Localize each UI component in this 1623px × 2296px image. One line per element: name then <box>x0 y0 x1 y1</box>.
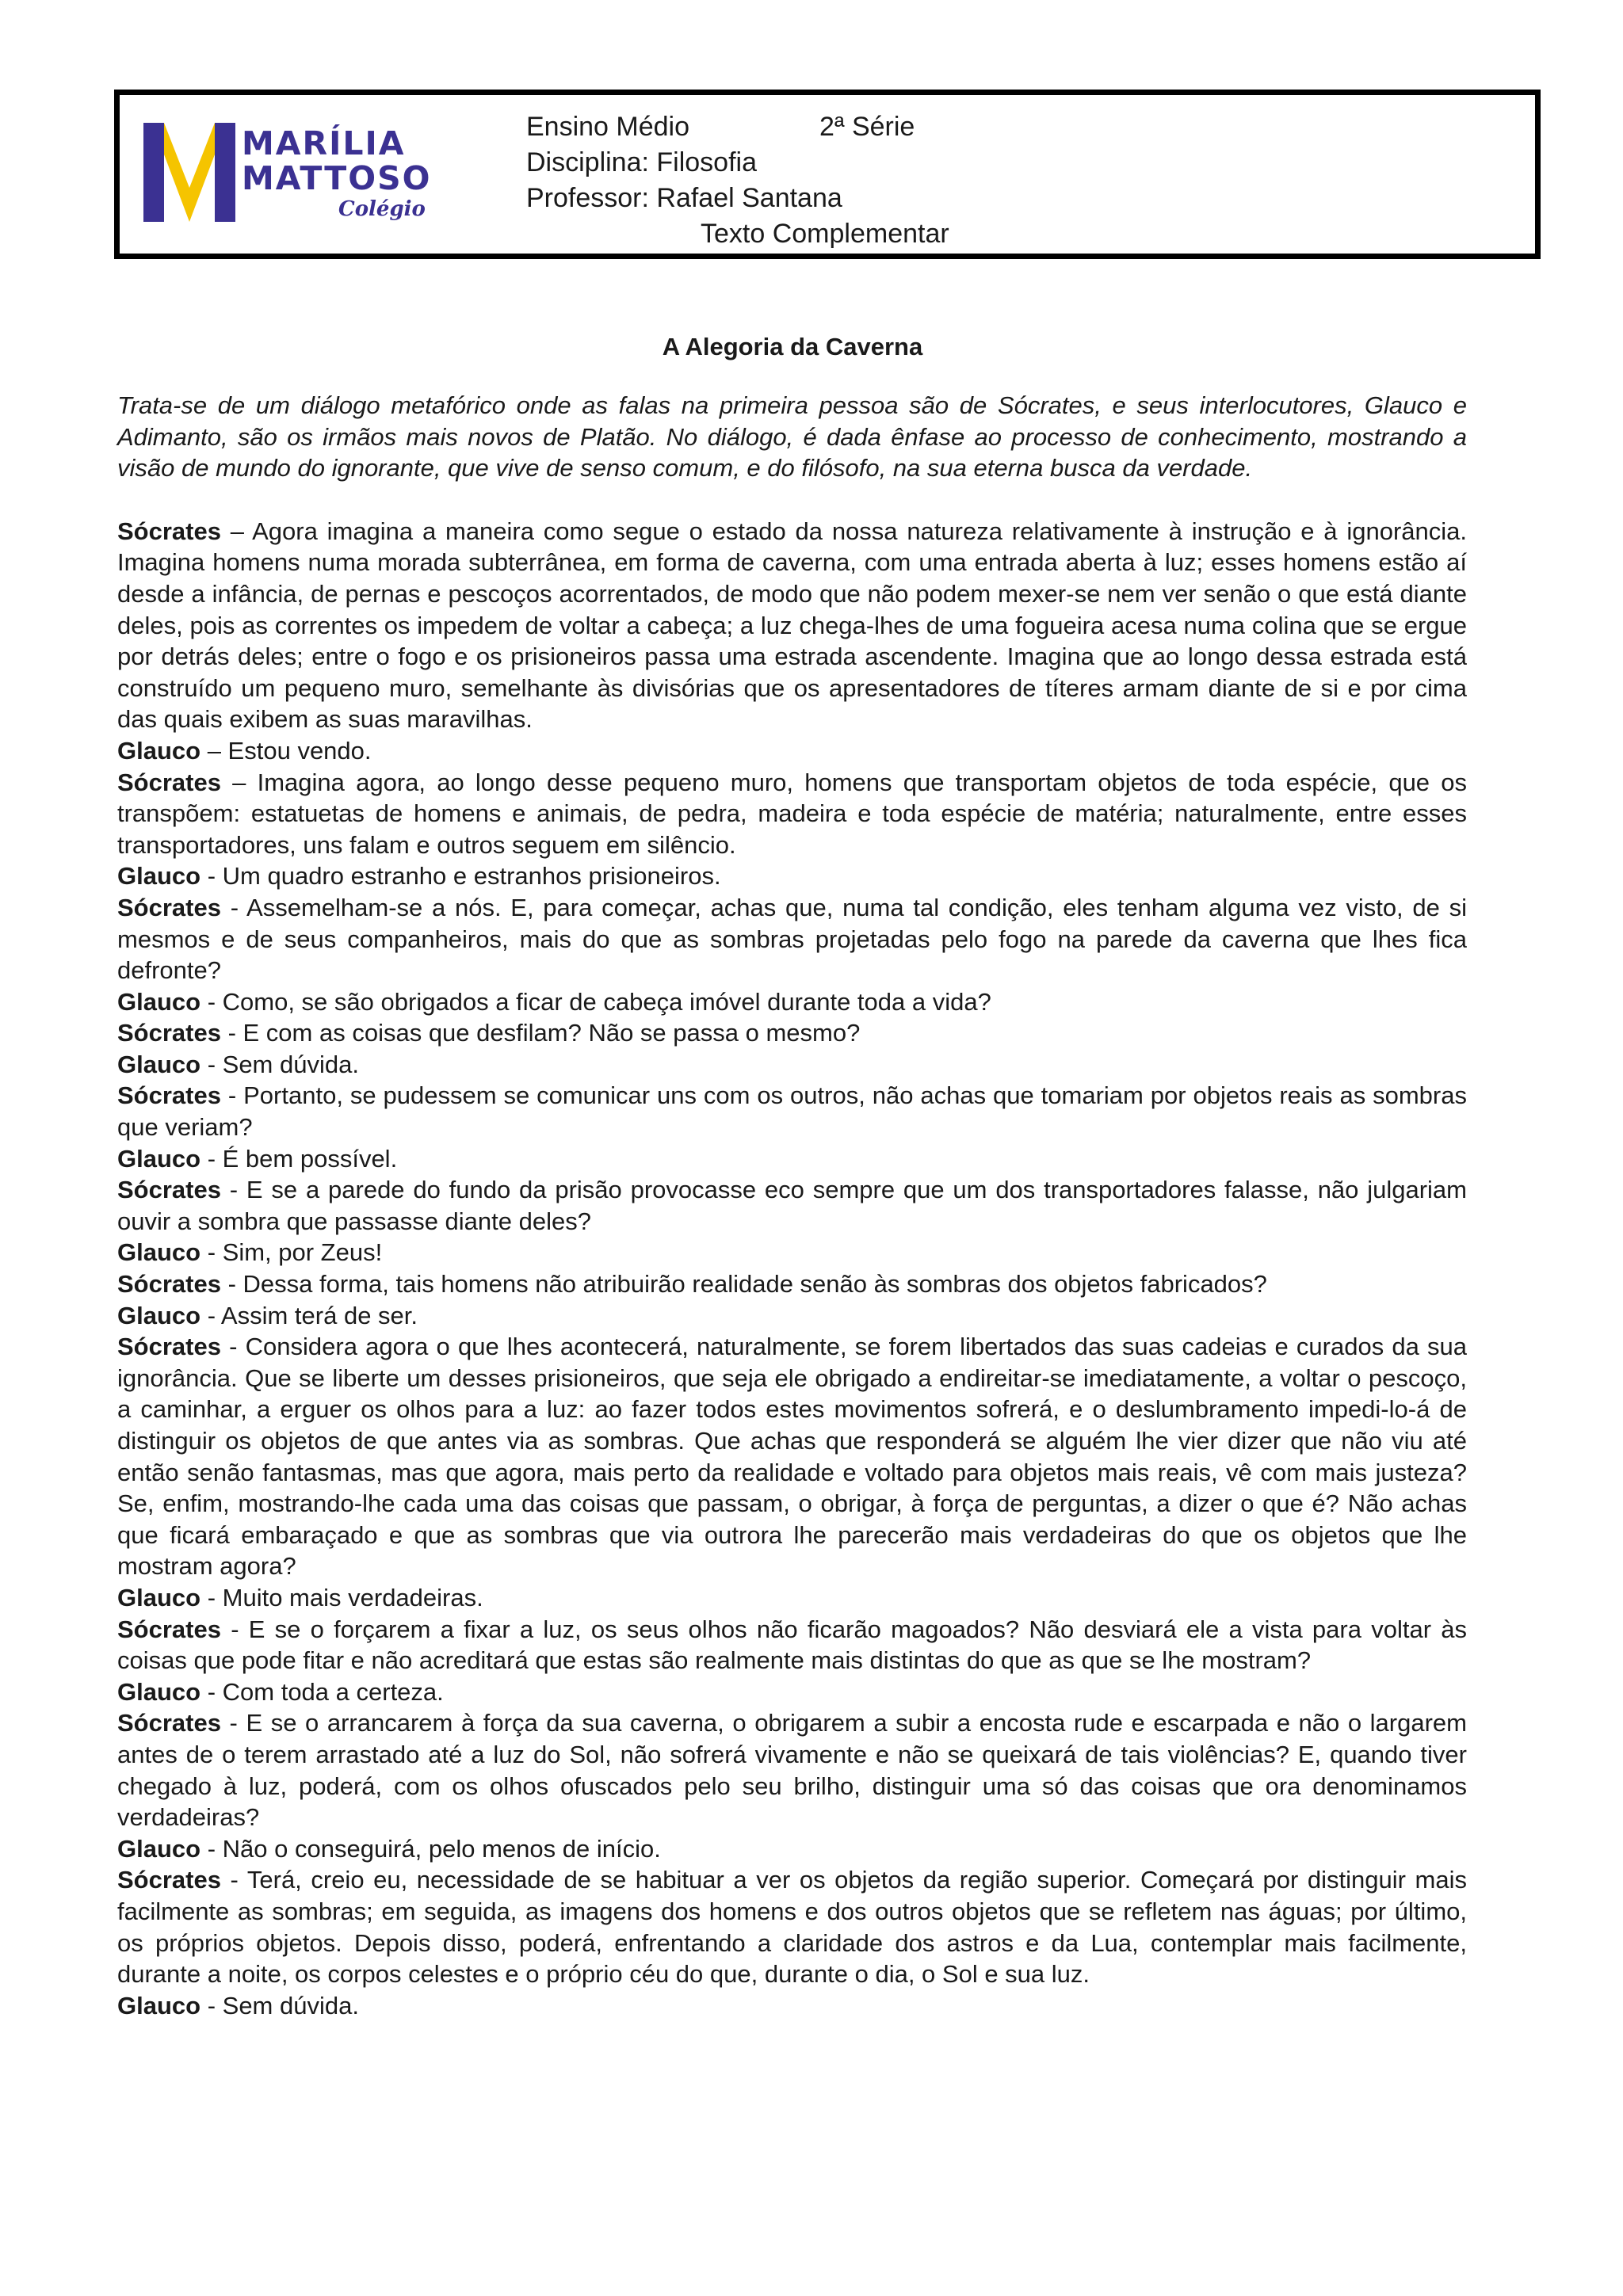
dialogue-line <box>117 1174 1467 1237</box>
speech-text: - Muito mais verdadeiras. <box>200 1583 483 1611</box>
dialogue-line <box>117 1331 1467 1582</box>
dialogue-line <box>117 1049 1467 1081</box>
speech-text: – Imagina agora, ao longo desse pequeno muro, homens que transportam objetos de toda espécie, que os transpõem: estatuetas de homens e animais, de pedra, madeira e toda espécie de matéria; naturalmente, entre esses transportadores, uns falam e outros seguem em silêncio. <box>117 768 1467 859</box>
speaker-name: Glauco <box>117 1583 201 1611</box>
speech-text: - Sem dúvida. <box>200 1050 359 1078</box>
speech-text: - E se o forçarem a fixar a luz, os seus olhos não ficarão magoados? Não desviará ele a vista para voltar às coisas que pode fitar e não acreditará que estas são realmente mais distintas do que as que se lhe mostram? <box>117 1615 1467 1675</box>
dialogue-line <box>117 1300 1467 1332</box>
dialogue-line <box>117 1582 1467 1614</box>
speaker-name: Glauco <box>117 987 201 1016</box>
dialogue-line <box>117 1017 1467 1049</box>
speech-text: - Um quadro estranho e estranhos prisioneiros. <box>200 862 721 891</box>
teacher: Professor: Rafael Santana <box>526 183 842 213</box>
speech-text: – Estou vendo. <box>200 736 372 765</box>
speaker-name: Sócrates <box>117 1081 221 1110</box>
speaker-name: Sócrates <box>117 1709 221 1737</box>
speech-text: - Como, se são obrigados a ficar de cabeça imóvel durante toda a vida? <box>200 987 991 1016</box>
dialogue-line <box>117 892 1467 986</box>
speaker-name: Glauco <box>117 1834 201 1863</box>
speaker-name: Sócrates <box>117 1866 221 1894</box>
speech-text: - Terá, creio eu, necessidade de se habituar a ver os objetos da região superior. Começará por distinguir mais facilmente as sombras; em seguida, as imagens dos homens e dos outros objetos que se refletem nas águas; por último, os próprios objetos. Depois disso, poderá, enfrentando a claridade dos astros e da Lua, contemplar mais facilmente, durante a noite, os corpos celestes e o próprio céu do que, durante o dia, o Sol e sua luz. <box>117 1866 1467 1989</box>
speech-text: - Não o conseguirá, pelo menos de início. <box>200 1834 661 1863</box>
dialogue-line <box>117 1833 1467 1865</box>
dialogue-line <box>117 860 1467 892</box>
speaker-name: Sócrates <box>117 517 221 545</box>
speaker-name: Glauco <box>117 1238 201 1267</box>
speaker-name: Sócrates <box>117 1019 221 1047</box>
dialogue-line <box>117 767 1467 861</box>
document-body <box>117 390 1467 2021</box>
speaker-name: Glauco <box>117 1144 201 1173</box>
dialogue-line <box>117 1990 1467 2022</box>
speaker-name: Glauco <box>117 1301 201 1329</box>
dialogue-line <box>117 1676 1467 1708</box>
speaker-name: Sócrates <box>117 1333 221 1361</box>
speech-text: - Dessa forma, tais homens não atribuirão realidade senão às sombras dos objetos fabricados? <box>220 1270 1267 1299</box>
speaker-name: Sócrates <box>117 1176 221 1204</box>
discipline: Disciplina: Filosofia <box>526 147 757 177</box>
speech-text: - E com as coisas que desfilam? Não se passa o mesmo? <box>220 1019 861 1047</box>
speech-text: - Sim, por Zeus! <box>200 1238 383 1267</box>
speaker-name: Sócrates <box>117 1615 221 1643</box>
logo-text-line2: MATTOSO <box>242 159 432 197</box>
speaker-name: Sócrates <box>117 893 221 921</box>
grade: 2ª Série <box>819 112 915 142</box>
dialogue-line <box>117 986 1467 1018</box>
speech-text: - Portanto, se pudessem se comunicar uns com os outros, não achas que tomariam por objetos reais as sombras que veriam? <box>117 1081 1467 1142</box>
dialogue-line <box>117 1080 1467 1142</box>
document-type: Texto Complementar <box>701 219 949 249</box>
speaker-name: Sócrates <box>117 768 221 796</box>
speaker-name: Glauco <box>117 1677 201 1706</box>
speaker-name: Glauco <box>117 862 201 891</box>
dialogue-line <box>117 735 1467 767</box>
dialogue-line <box>117 1237 1467 1268</box>
page-title: A Alegoria da Caverna <box>662 333 923 360</box>
school-logo <box>143 123 432 234</box>
speech-text: – Agora imagina a maneira como segue o estado da nossa natureza relativamente à instrução e à ignorância. Imagina homens numa morada subterrânea, em forma de caverna, com uma entrada aberta à luz; esses homens estão aí desde a infância, de pernas e pescoços acorrentados, de modo que não podem mexer-se nem ver senão o que está diante deles, pois as correntes os impedem de voltar a cabeça; a luz chega-lhes de uma fogueira acesa numa colina que se ergue por detrás deles; entre o fogo e os prisioneiros passa uma estrada ascendente. Imagina que ao longo dessa estrada está construído um pequeno muro, semelhante às divisórias que os apresentadores de títeres armam diante de si e por cima das quais exibem as suas maravilhas. <box>117 517 1467 734</box>
logo-m-icon <box>143 123 235 222</box>
dialogue <box>117 516 1467 2022</box>
logo-text-line1: MARÍLIA <box>242 124 406 162</box>
dialogue-line <box>117 1268 1467 1300</box>
speaker-name: Glauco <box>117 736 201 765</box>
speech-text: - Assemelham-se a nós. E, para começar, achas que, numa tal condição, eles tenham alguma vez visto, de si mesmos e de seus companheiros, mais do que as sombras projetadas pelo fogo na parede da caverna que lhes fica defronte? <box>117 893 1467 985</box>
dialogue-line <box>117 1614 1467 1676</box>
header-box <box>114 90 1541 259</box>
speaker-name: Glauco <box>117 1991 201 2019</box>
intro-paragraph: Trata-se de um diálogo metafórico onde as falas na primeira pessoa são de Sócrates, e seus interlocutores, Glauco e Adimanto, são os irmãos mais novos de Platão. No diálogo, é dada ênfase ao processo de conhecimento, mostrando a visão de mundo do ignorante, que vive de senso comum, e do filósofo, na sua eterna busca da verdade. <box>117 391 1467 482</box>
dialogue-line <box>117 1707 1467 1833</box>
dialogue-line <box>117 1864 1467 1989</box>
speech-text: - Assim terá de ser. <box>200 1301 418 1329</box>
speech-text: - Considera agora o que lhes acontecerá, naturalmente, se forem libertados das suas cadeias e curados da sua ignorância. Que se liberte um desses prisioneiros, que seja ele obrigado a endireitar-se imediatamente, a voltar o pescoço, a caminhar, a erguer os olhos para a luz: ao fazer todos estes movimentos sofrerá, e o deslumbramento impedi-lo-á de distinguir os objetos de que antes via as sombras. Que achas que responderá se alguém lhe vier dizer que não viu até então senão fantasmas, mas que agora, mais perto da realidade e voltado para objetos mais reais, vê com mais justeza? Se, enfim, mostrando-lhe cada uma das coisas que passam, o obrigar, à força de perguntas, a dizer o que é? Não achas que ficará embaraçado e que as sombras que via outrora lhe parecerão mais verdadeiras do que os objetos que lhe mostram agora? <box>117 1333 1467 1581</box>
speech-text: - Sem dúvida. <box>200 1991 359 2019</box>
logo-text-line3: Colégio <box>338 197 426 221</box>
dialogue-line <box>117 516 1467 735</box>
speech-text: - É bem possível. <box>200 1144 398 1173</box>
speaker-name: Glauco <box>117 1050 201 1078</box>
speaker-name: Sócrates <box>117 1270 221 1299</box>
education-level: Ensino Médio <box>526 112 690 142</box>
dialogue-line <box>117 1143 1467 1175</box>
speech-text: - E se a parede do fundo da prisão provocasse eco sempre que um dos transportadores falasse, não julgariam ouvir a sombra que passasse diante deles? <box>117 1176 1467 1235</box>
speech-text: - Com toda a certeza. <box>200 1677 444 1706</box>
speech-text: - E se o arrancarem à força da sua caverna, o obrigarem a subir a encosta rude e escarpada e não o largarem antes de o terem arrastado até a luz do Sol, não sofrerá vivamente e não se queixará de tais violências? E, quando tiver chegado à luz, poderá, com os olhos ofuscados pelo seu brilho, distinguir uma só das coisas que ora denominamos verdadeiras? <box>117 1709 1467 1832</box>
